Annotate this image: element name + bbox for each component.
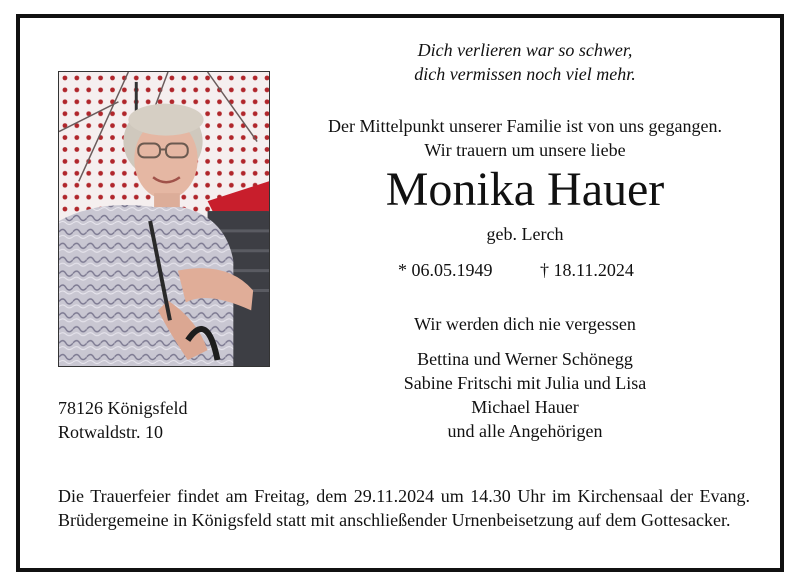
deceased-name: Monika Hauer [385, 163, 665, 216]
portrait-photo [58, 71, 270, 367]
birth-date: * 06.05.1949 [398, 260, 493, 280]
farewell-line: Wir werden dich nie vergessen [414, 314, 636, 334]
portrait-image [59, 72, 269, 366]
mourner-2: Sabine Fritschi mit Julia und Lisa [403, 373, 647, 393]
memorial-quote-line-2: dich vermissen noch viel mehr. [414, 64, 636, 84]
mourner-3: Michael Hauer [471, 397, 579, 417]
mourner-4: und alle Angehörigen [447, 421, 603, 441]
obituary-frame [16, 14, 784, 572]
funeral-notice: Die Trauerfeier findet am Freitag, dem 29.11.2024 um 14.30 Uhr im Kirchensaal der Evang. Brüdergemeine in Königsfeld statt mit anschließender Urnenbeisetzung auf dem Gottesacker. [58, 486, 750, 530]
death-date: † 18.11.2024 [540, 260, 634, 280]
intro-line-1: Der Mittelpunkt unserer Familie ist von uns gegangen. [328, 116, 722, 136]
address-street: Rotwaldstr. 10 [58, 422, 164, 442]
memorial-quote-line-1: Dich verlieren war so schwer, [417, 40, 633, 60]
maiden-name: geb. Lerch [486, 224, 564, 244]
mourner-1: Bettina und Werner Schönegg [417, 349, 633, 369]
intro-line-2: Wir trauern um unsere liebe [424, 140, 626, 160]
address-city: 78126 Königsfeld [58, 398, 188, 418]
